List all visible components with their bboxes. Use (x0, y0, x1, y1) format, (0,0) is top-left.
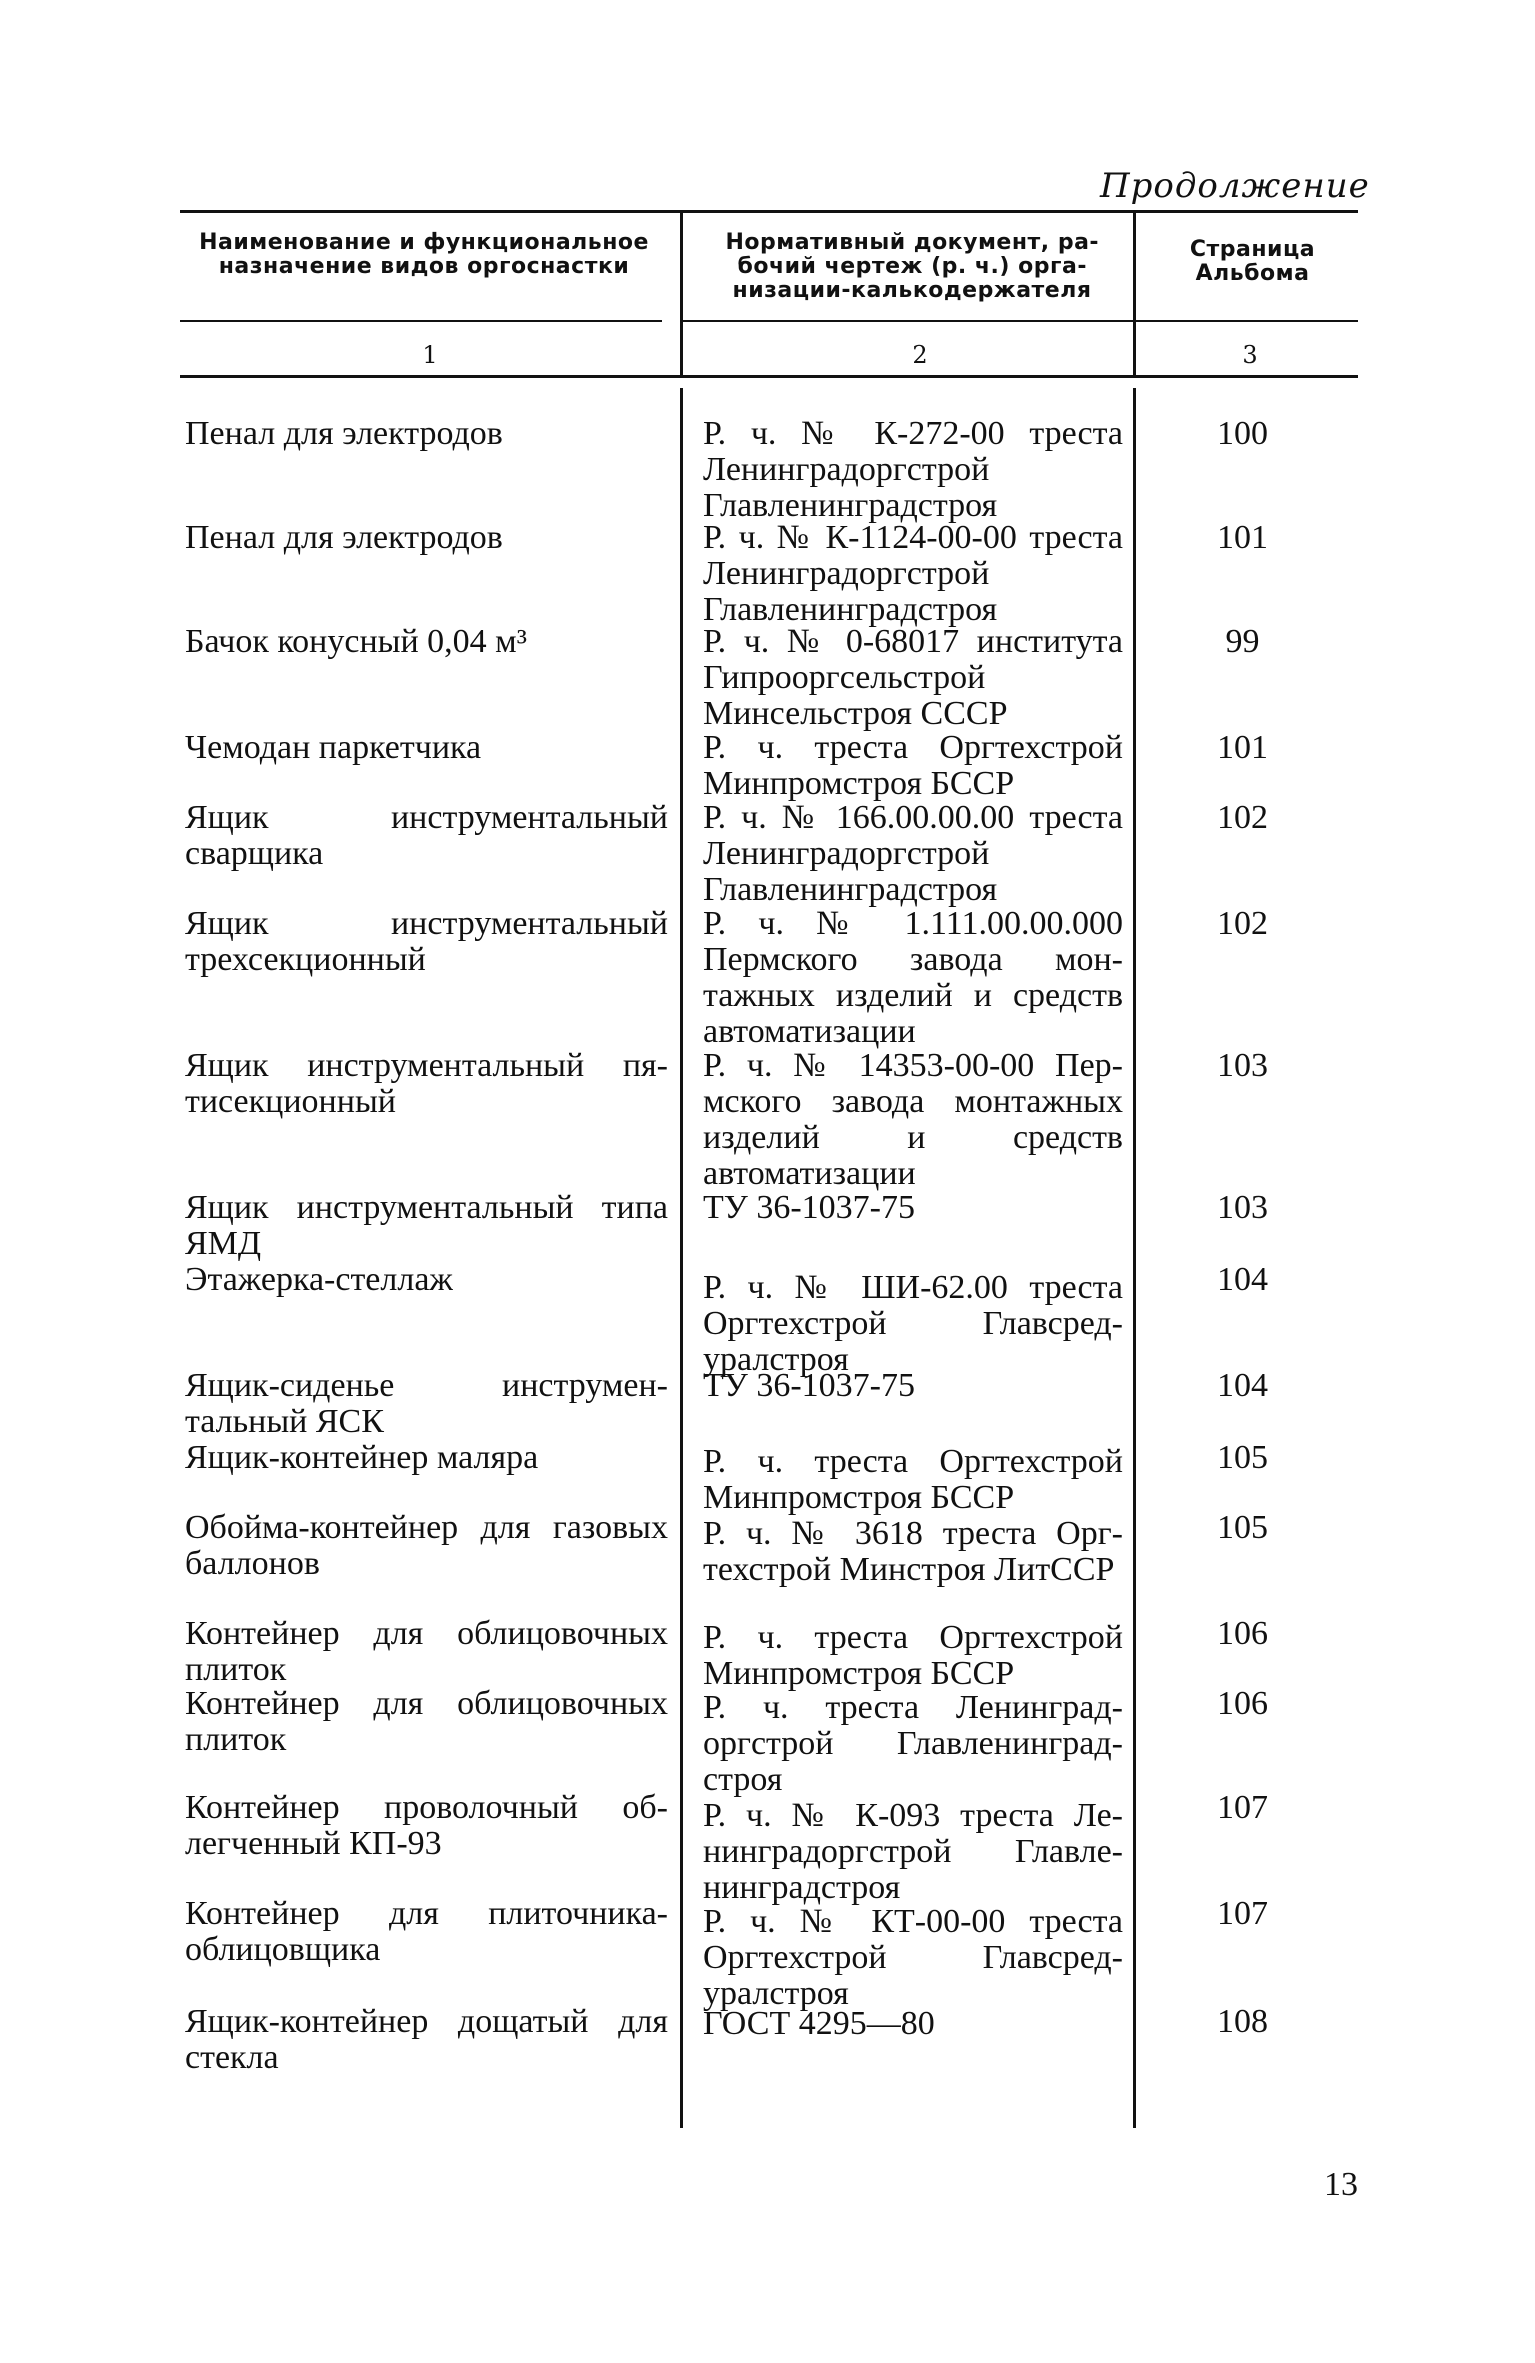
row-name: Ящик-сиденье инструментальный ЯСК (185, 1367, 668, 1440)
row-document: Р. ч. треста Ленинградоргстрой Главленинградстроя (703, 1689, 1123, 1798)
row-document: Р. ч. треста Оргтехстрой Минпромстроя БССР (703, 729, 1123, 802)
column-divider-1-header (680, 212, 683, 376)
row-page: 104 (1217, 1261, 1268, 1298)
row-name: Ящик инструментальный трехсекционный (185, 905, 668, 978)
header-underline-col3 (1134, 320, 1358, 322)
header-name-function: Наименование и функциональное назначение видов оргоснастки (199, 230, 649, 279)
row-page: 106 (1217, 1615, 1268, 1652)
column-number-1: 1 (422, 341, 438, 369)
row-name: Контейнер проволочный облегченный КП-93 (185, 1789, 668, 1862)
column-divider-2-header (1133, 212, 1136, 376)
column-number-2: 2 (912, 341, 928, 369)
row-page: 100 (1217, 415, 1268, 452)
row-name: Пенал для электродов (185, 415, 503, 452)
row-document: Р. ч. № ШИ-62.00 треста Оргтехстрой Главсредуралстроя (703, 1269, 1123, 1378)
row-name: Обойма-контейнер для газовых баллонов (185, 1509, 668, 1582)
row-document: Р. ч. № 14353-00-00 Пермского завода монтажных изделий и средств автоматизации (703, 1047, 1123, 1192)
row-name: Этажерка-стеллаж (185, 1261, 453, 1298)
row-document: ГОСТ 4295—80 (703, 2005, 935, 2042)
row-document: Р. ч. треста Оргтехстрой Минпромстроя БССР (703, 1443, 1123, 1516)
column-numbers-rule (180, 375, 1358, 378)
row-name: Контейнер для облицовочных плиток (185, 1615, 668, 1688)
row-name: Ящик инструментальный типа ЯМД (185, 1189, 668, 1262)
header-normative-document: Нормативный документ, рабочий чертеж (р. ч.) организации-калькодержателя (725, 230, 1099, 303)
row-document: ТУ 36-1037-75 (703, 1189, 915, 1226)
row-name: Бачок конусный 0,04 м³ (185, 623, 527, 660)
row-page: 102 (1217, 905, 1268, 942)
row-document: Р. ч. № К-272-00 треста Ленинградоргстрой Главленинградстроя (703, 415, 1123, 524)
row-document: Р. ч. № 1.111.00.00.000 Пермского завода монтажных изделий и средств автоматизации (703, 905, 1123, 1050)
row-document: Р. ч. № 3618 треста Оргтехстрой Минстроя ЛитССР (703, 1515, 1123, 1588)
row-page: 107 (1217, 1895, 1268, 1932)
row-document: Р. ч. № КТ-00-00 треста Оргтехстрой Главсредуралстроя (703, 1903, 1123, 2012)
column-divider-1-body (680, 388, 683, 2128)
row-document: Р. ч. № К-1124-00-00 треста Ленинградоргстрой Главленинградстроя (703, 519, 1123, 628)
row-document: Р. ч. треста Оргтехстрой Минпромстроя БССР (703, 1619, 1123, 1692)
row-name: Пенал для электродов (185, 519, 503, 556)
header-album-page: Страница Альбома (1189, 237, 1316, 286)
row-page: 104 (1217, 1367, 1268, 1404)
row-name: Ящик инструментальный пятисекционный (185, 1047, 668, 1120)
header-underline-col1 (180, 320, 662, 322)
row-page: 105 (1217, 1509, 1268, 1546)
row-page: 101 (1217, 519, 1268, 556)
row-document: Р. ч. № 0-68017 института Гипрооргсельстрой Минсельстроя СССР (703, 623, 1123, 732)
row-document: Р. ч. № 166.00.00.00 треста Ленинградоргстрой Главленинградстроя (703, 799, 1123, 908)
page-number: 13 (1324, 2166, 1358, 2203)
row-name: Ящик-контейнер дощатый для стекла (185, 2003, 668, 2076)
table-top-rule (180, 210, 1358, 213)
row-name: Чемодан паркетчика (185, 729, 482, 766)
row-page: 106 (1217, 1685, 1268, 1722)
row-page: 103 (1217, 1189, 1268, 1226)
row-page: 99 (1225, 623, 1260, 660)
row-page: 102 (1217, 799, 1268, 836)
row-page: 108 (1217, 2003, 1268, 2040)
column-number-3: 3 (1242, 341, 1258, 369)
continuation-label: Продолжение (1100, 166, 1370, 206)
row-document: Р. ч. № К-093 треста Ленинградоргстрой Главленинградстроя (703, 1797, 1123, 1906)
row-name: Ящик инструментальный сварщика (185, 799, 668, 872)
row-page: 101 (1217, 729, 1268, 766)
row-name: Контейнер для плиточника-облицовщика (185, 1895, 668, 1968)
row-page: 107 (1217, 1789, 1268, 1826)
header-underline-col2 (682, 320, 1134, 322)
row-page: 103 (1217, 1047, 1268, 1084)
row-page: 105 (1217, 1439, 1268, 1476)
row-name: Контейнер для облицовочных плиток (185, 1685, 668, 1758)
row-document: ТУ 36-1037-75 (703, 1367, 915, 1404)
row-name: Ящик-контейнер маляра (185, 1439, 539, 1476)
column-divider-2-body (1133, 388, 1136, 2128)
